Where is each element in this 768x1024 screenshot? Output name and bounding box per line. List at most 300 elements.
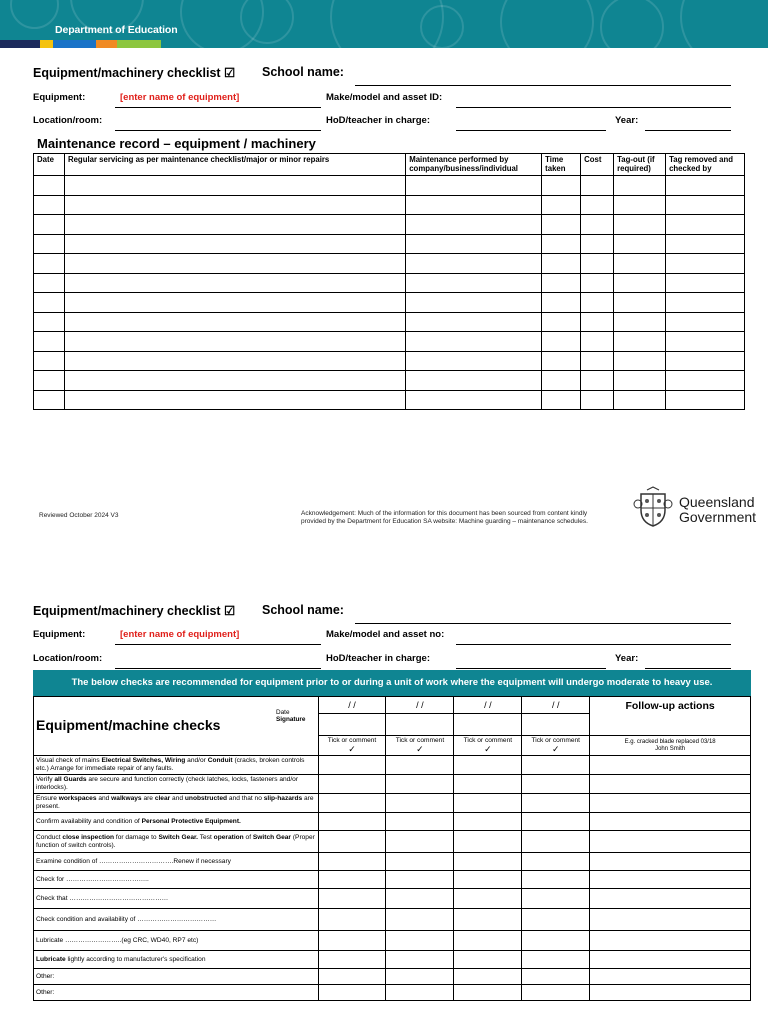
check-text: Electrical Switches, Wiring <box>101 757 186 764</box>
check-text: of <box>243 833 253 841</box>
check-row <box>34 775 751 794</box>
maintenance-cell[interactable] <box>581 215 614 235</box>
maintenance-row <box>34 273 745 293</box>
maintenance-cell[interactable] <box>406 351 542 371</box>
maintenance-cell[interactable] <box>64 312 405 332</box>
tick-cell[interactable] <box>522 756 590 775</box>
check-row <box>34 985 751 1001</box>
check-text: Conduit <box>207 757 233 764</box>
check-row <box>34 831 751 853</box>
check-row <box>34 794 751 813</box>
maintenance-row <box>34 351 745 371</box>
follow-up-cell[interactable] <box>590 931 751 951</box>
maintenance-cell[interactable] <box>581 234 614 254</box>
maintenance-cell[interactable] <box>666 351 745 371</box>
maintenance-cell[interactable] <box>64 351 405 371</box>
hod-label: HoD/teacher in charge: <box>326 115 430 126</box>
check-text: Other: <box>36 988 55 996</box>
maintenance-cell[interactable] <box>614 351 666 371</box>
follow-up-cell[interactable] <box>590 951 751 969</box>
checks-table <box>33 696 751 1001</box>
acknowledgement-line-1: Acknowledgement: Much of the information for this document has been sourced from content kindly <box>301 510 588 517</box>
maintenance-table <box>33 153 745 410</box>
tick-mark-icon: ✓ <box>348 744 356 754</box>
maintenance-cell[interactable] <box>542 254 581 274</box>
check-row <box>34 951 751 969</box>
maintenance-cell[interactable] <box>34 312 65 332</box>
maintenance-cell[interactable] <box>34 390 65 410</box>
maintenance-cell[interactable] <box>64 234 405 254</box>
follow-up-cell[interactable] <box>590 756 751 775</box>
follow-up-cell[interactable] <box>590 813 751 831</box>
tick-cell[interactable] <box>522 775 590 794</box>
maintenance-cell[interactable] <box>34 293 65 313</box>
check-text: and/or <box>185 757 208 764</box>
check-row <box>34 813 751 831</box>
checklist-title-2: Equipment/machinery checklist ☑ <box>33 604 236 618</box>
check-text: Ensure <box>36 795 59 802</box>
maintenance-cell[interactable] <box>64 273 405 293</box>
check-text: Switch Gear <box>252 833 292 841</box>
tick-cell[interactable] <box>522 985 590 1001</box>
maintenance-cell[interactable] <box>64 254 405 274</box>
maintenance-cell[interactable] <box>406 293 542 313</box>
check-text: (cracks, broken controls etc.) Arrange for immediate repair of any faults. <box>36 757 305 772</box>
maintenance-cell[interactable] <box>614 312 666 332</box>
maintenance-row <box>34 332 745 352</box>
follow-up-cell[interactable] <box>590 831 751 853</box>
follow-up-example <box>590 736 751 756</box>
maintenance-cell[interactable] <box>614 390 666 410</box>
maintenance-cell[interactable] <box>542 215 581 235</box>
check-description <box>34 813 319 831</box>
check-description <box>34 831 319 853</box>
maintenance-header-row <box>34 154 745 176</box>
check-text: Examine condition of …………………………….Renew if necessary <box>36 857 231 865</box>
follow-up-example-2: John Smith <box>655 745 686 752</box>
acknowledgement-line-2: provided by the Department for Education SA website: Machine guarding – maintenance schedules. <box>301 518 588 525</box>
location-field[interactable] <box>115 130 321 131</box>
tick-cell[interactable] <box>386 889 454 909</box>
tick-label: Tick or comment <box>395 737 445 744</box>
make-model-field[interactable] <box>456 107 731 108</box>
maintenance-cell[interactable] <box>34 273 65 293</box>
maintenance-cell[interactable] <box>666 293 745 313</box>
tick-cell[interactable] <box>386 775 454 794</box>
follow-up-cell[interactable] <box>590 871 751 889</box>
logo-line-1: Queensland <box>679 494 755 510</box>
follow-up-cell[interactable] <box>590 969 751 985</box>
maintenance-cell[interactable] <box>64 390 405 410</box>
check-description <box>34 985 319 1001</box>
tick-cell[interactable] <box>522 813 590 831</box>
maintenance-row <box>34 195 745 215</box>
maintenance-cell[interactable] <box>406 176 542 196</box>
check-description <box>34 889 319 909</box>
maintenance-cell[interactable] <box>614 215 666 235</box>
equipment-line-2 <box>115 644 321 645</box>
tick-cell[interactable] <box>318 985 386 1001</box>
signature-cell-4[interactable] <box>522 714 590 736</box>
col-date: Date <box>34 154 65 176</box>
tick-cell[interactable] <box>522 794 590 813</box>
check-text: Check for ……………………………….. <box>36 875 149 883</box>
maintenance-cell[interactable] <box>666 332 745 352</box>
maintenance-cell[interactable] <box>34 195 65 215</box>
tick-cell[interactable] <box>454 909 522 931</box>
maintenance-row <box>34 390 745 410</box>
hod-field[interactable] <box>456 130 606 131</box>
maintenance-cell[interactable] <box>34 176 65 196</box>
tick-cell[interactable] <box>386 794 454 813</box>
tick-cell[interactable] <box>386 951 454 969</box>
maintenance-cell[interactable] <box>34 332 65 352</box>
make-model-label-2: Make/model and asset no: <box>326 629 445 640</box>
follow-up-cell[interactable] <box>590 794 751 813</box>
maintenance-cell[interactable] <box>64 332 405 352</box>
maintenance-cell[interactable] <box>581 273 614 293</box>
maintenance-cell[interactable] <box>64 195 405 215</box>
school-name-field[interactable] <box>355 85 731 86</box>
check-text: close inspection <box>62 833 115 841</box>
maintenance-cell[interactable] <box>542 195 581 215</box>
tick-cell[interactable] <box>522 931 590 951</box>
tick-cell[interactable] <box>454 775 522 794</box>
maintenance-cell[interactable] <box>406 215 542 235</box>
tick-cell[interactable] <box>318 889 386 909</box>
check-text: lightly according to manufacturer's specification <box>65 955 206 963</box>
tick-header-4 <box>522 736 590 756</box>
check-description <box>34 794 319 813</box>
maintenance-cell[interactable] <box>666 234 745 254</box>
check-row <box>34 889 751 909</box>
tick-cell[interactable] <box>318 775 386 794</box>
maintenance-cell[interactable] <box>666 195 745 215</box>
maintenance-cell[interactable] <box>542 312 581 332</box>
maintenance-cell[interactable] <box>406 254 542 274</box>
tick-cell[interactable] <box>386 871 454 889</box>
maintenance-cell[interactable] <box>64 176 405 196</box>
maintenance-cell[interactable] <box>614 195 666 215</box>
location-field-2[interactable] <box>115 668 321 669</box>
tick-header-2 <box>386 736 454 756</box>
signature-cell-2[interactable] <box>386 714 454 736</box>
tick-cell[interactable] <box>454 985 522 1001</box>
check-text: and <box>170 795 185 802</box>
follow-up-cell[interactable] <box>590 775 751 794</box>
year-label-2: Year: <box>615 653 639 664</box>
tick-label: Tick or comment <box>327 737 377 744</box>
tick-cell[interactable] <box>386 831 454 853</box>
tick-cell[interactable] <box>522 969 590 985</box>
tick-cell[interactable] <box>318 931 386 951</box>
maintenance-cell[interactable] <box>406 312 542 332</box>
tick-cell[interactable] <box>522 831 590 853</box>
tick-cell[interactable] <box>386 813 454 831</box>
maintenance-cell[interactable] <box>666 176 745 196</box>
signature-cell-3[interactable] <box>454 714 522 736</box>
maintenance-cell[interactable] <box>542 234 581 254</box>
check-description <box>34 931 319 951</box>
tick-cell[interactable] <box>386 931 454 951</box>
tick-cell[interactable] <box>454 951 522 969</box>
maintenance-row <box>34 215 745 235</box>
signature-label: Signature <box>276 716 306 723</box>
check-text: (Proper function of switch controls). <box>36 833 315 849</box>
tick-mark-icon: ✓ <box>416 744 424 754</box>
tick-cell[interactable] <box>454 794 522 813</box>
equipment-name-field[interactable]: [enter name of equipment] <box>120 92 240 103</box>
checks-title-cell <box>34 697 319 756</box>
maintenance-cell[interactable] <box>581 390 614 410</box>
maintenance-cell[interactable] <box>666 215 745 235</box>
color-strip-5 <box>117 40 161 48</box>
check-text: Confirm availability and condition of <box>36 817 142 825</box>
signature-cell-1[interactable] <box>318 714 386 736</box>
tick-cell[interactable] <box>454 813 522 831</box>
maintenance-cell[interactable] <box>34 234 65 254</box>
follow-up-cell[interactable] <box>590 889 751 909</box>
queensland-crest-icon <box>633 486 673 528</box>
maintenance-cell[interactable] <box>406 371 542 391</box>
tick-cell[interactable] <box>318 909 386 931</box>
maintenance-cell[interactable] <box>581 293 614 313</box>
maintenance-cell[interactable] <box>542 390 581 410</box>
tick-cell[interactable] <box>386 853 454 871</box>
date-cell-2[interactable]: / / <box>386 697 454 714</box>
tick-label: Tick or comment <box>531 737 580 744</box>
maintenance-cell[interactable] <box>64 215 405 235</box>
maintenance-cell[interactable] <box>34 254 65 274</box>
school-name-label-2: School name: <box>262 603 344 617</box>
check-text: operation <box>213 833 244 841</box>
checklist-title: Equipment/machinery checklist ☑ <box>33 66 236 80</box>
recommendation-banner: The below checks are recommended for equipment prior to or during a unit of work where the equipment will undergo moderate to heavy use. <box>33 670 751 696</box>
check-row <box>34 931 751 951</box>
tick-cell[interactable] <box>454 871 522 889</box>
equipment-label-2: Equipment: <box>33 629 86 640</box>
check-text: unobstructed <box>184 795 228 802</box>
equipment-line <box>115 107 321 108</box>
tick-cell[interactable] <box>522 853 590 871</box>
check-text: Test <box>198 833 214 841</box>
checks-date-row <box>34 697 751 714</box>
maintenance-cell[interactable] <box>406 390 542 410</box>
check-row <box>34 969 751 985</box>
check-row <box>34 853 751 871</box>
check-text: are secure and function correctly (check latches, locks, fasteners and/or interlocks). <box>36 776 299 791</box>
checks-title: Equipment/machine checks <box>36 717 221 733</box>
maintenance-title: Maintenance record – equipment / machinery <box>37 136 316 151</box>
maintenance-cell[interactable] <box>614 234 666 254</box>
maintenance-row <box>34 176 745 196</box>
maintenance-cell[interactable] <box>614 371 666 391</box>
tick-mark-icon: ✓ <box>484 744 492 754</box>
maintenance-cell[interactable] <box>614 332 666 352</box>
tick-cell[interactable] <box>318 756 386 775</box>
logo-line-2: Government <box>679 509 757 525</box>
maintenance-cell[interactable] <box>406 273 542 293</box>
maintenance-cell[interactable] <box>542 293 581 313</box>
check-row <box>34 871 751 889</box>
location-label-2: Location/room: <box>33 653 103 664</box>
maintenance-cell[interactable] <box>64 371 405 391</box>
maintenance-cell[interactable] <box>666 273 745 293</box>
col-time-taken: Time taken <box>542 154 581 176</box>
tick-header-1 <box>318 736 386 756</box>
date-cell-4[interactable]: / / <box>522 697 590 714</box>
tick-cell[interactable] <box>318 831 386 853</box>
make-model-field-2[interactable] <box>456 644 731 645</box>
maintenance-cell[interactable] <box>34 351 65 371</box>
maintenance-cell[interactable] <box>542 273 581 293</box>
maintenance-row <box>34 312 745 332</box>
check-text: Verify <box>36 776 55 783</box>
tick-cell[interactable] <box>454 831 522 853</box>
check-text: workspaces <box>58 795 97 802</box>
tick-header-3 <box>454 736 522 756</box>
check-description <box>34 871 319 889</box>
maintenance-cell[interactable] <box>666 390 745 410</box>
tick-cell[interactable] <box>454 853 522 871</box>
maintenance-cell[interactable] <box>666 312 745 332</box>
tick-cell[interactable] <box>522 951 590 969</box>
check-text: and that no <box>227 795 264 802</box>
tick-cell[interactable] <box>386 985 454 1001</box>
date-cell-3[interactable]: / / <box>454 697 522 714</box>
check-description <box>34 756 319 775</box>
color-strip-1 <box>0 40 40 48</box>
maintenance-cell[interactable] <box>581 195 614 215</box>
maintenance-row <box>34 293 745 313</box>
year-label: Year: <box>615 115 639 126</box>
school-name-label: School name: <box>262 65 344 79</box>
tick-cell[interactable] <box>386 756 454 775</box>
check-text: Check that ……………………………………… <box>36 894 169 902</box>
col-tag-removed: Tag removed and checked by <box>666 154 745 176</box>
year-field-2[interactable] <box>645 668 731 669</box>
tick-cell[interactable] <box>454 889 522 909</box>
year-field[interactable] <box>645 130 731 131</box>
tick-cell[interactable] <box>454 931 522 951</box>
tick-cell[interactable] <box>454 756 522 775</box>
col-performed-by: Maintenance performed by company/business/individual <box>406 154 542 176</box>
col-tag-out: Tag-out (if required) <box>614 154 666 176</box>
maintenance-cell[interactable] <box>614 273 666 293</box>
check-text: for damage to <box>114 833 159 841</box>
maintenance-row <box>34 371 745 391</box>
follow-up-cell[interactable] <box>590 853 751 871</box>
maintenance-cell[interactable] <box>406 234 542 254</box>
tick-cell[interactable] <box>318 951 386 969</box>
check-text: Check condition and availability of ……………………………… <box>36 915 217 923</box>
check-text: walkways <box>111 795 142 802</box>
tick-cell[interactable] <box>386 969 454 985</box>
check-description <box>34 775 319 794</box>
check-description <box>34 951 319 969</box>
maintenance-cell[interactable] <box>406 332 542 352</box>
follow-up-cell[interactable] <box>590 909 751 931</box>
tick-mark-icon: ✓ <box>551 744 560 754</box>
check-description <box>34 853 319 871</box>
check-row <box>34 909 751 931</box>
check-text: Visual check of mains <box>36 757 102 764</box>
hod-label-2: HoD/teacher in charge: <box>326 653 430 664</box>
tick-cell[interactable] <box>386 909 454 931</box>
maintenance-cell[interactable] <box>581 312 614 332</box>
maintenance-cell[interactable] <box>581 371 614 391</box>
follow-up-example-1: E.g. cracked blade replaced 03/18 <box>624 738 716 745</box>
tick-cell[interactable] <box>522 871 590 889</box>
maintenance-cell[interactable] <box>542 351 581 371</box>
maintenance-cell[interactable] <box>614 176 666 196</box>
maintenance-cell[interactable] <box>666 371 745 391</box>
tick-cell[interactable] <box>522 889 590 909</box>
check-text: Lubricate ……………………..(eg CRC, WD40, RP7 etc) <box>36 936 199 944</box>
maintenance-cell[interactable] <box>406 195 542 215</box>
maintenance-cell[interactable] <box>581 176 614 196</box>
tick-cell[interactable] <box>318 813 386 831</box>
color-strip-3 <box>53 40 96 48</box>
maintenance-row <box>34 254 745 274</box>
maintenance-cell[interactable] <box>581 351 614 371</box>
tick-cell[interactable] <box>318 853 386 871</box>
maintenance-cell[interactable] <box>614 254 666 274</box>
make-model-label: Make/model and asset ID: <box>326 92 443 103</box>
maintenance-cell[interactable] <box>614 293 666 313</box>
check-text: are <box>141 795 155 802</box>
tick-cell[interactable] <box>318 871 386 889</box>
check-text: Personal Protective Equipment. <box>141 817 241 825</box>
equipment-name-field-2[interactable]: [enter name of equipment] <box>120 629 240 640</box>
color-strip-2 <box>40 40 53 48</box>
maintenance-cell[interactable] <box>666 254 745 274</box>
tick-cell[interactable] <box>318 794 386 813</box>
date-label: Date <box>276 709 290 716</box>
check-text: Conduct <box>36 833 63 841</box>
check-text: slip-hazards <box>263 795 303 802</box>
color-strip-4 <box>96 40 117 48</box>
tick-cell[interactable] <box>318 969 386 985</box>
maintenance-row <box>34 234 745 254</box>
col-cost: Cost <box>581 154 614 176</box>
maintenance-cell[interactable] <box>542 332 581 352</box>
maintenance-cell[interactable] <box>581 254 614 274</box>
maintenance-cell[interactable] <box>34 215 65 235</box>
location-label: Location/room: <box>33 115 103 126</box>
check-text: are present. <box>36 795 314 810</box>
maintenance-cell[interactable] <box>64 293 405 313</box>
follow-up-header: Follow-up actions <box>590 697 751 736</box>
hod-field-2[interactable] <box>456 668 606 669</box>
maintenance-cell[interactable] <box>581 332 614 352</box>
check-row <box>34 756 751 775</box>
school-name-field-2[interactable] <box>355 623 731 624</box>
check-text: all Guards <box>54 776 87 783</box>
maintenance-cell[interactable] <box>542 176 581 196</box>
maintenance-cell[interactable] <box>34 371 65 391</box>
maintenance-cell[interactable] <box>542 371 581 391</box>
tick-label: Tick or comment <box>463 737 513 744</box>
tick-cell[interactable] <box>454 969 522 985</box>
date-cell-1[interactable]: / / <box>318 697 386 714</box>
tick-cell[interactable] <box>522 909 590 931</box>
reviewed-text: Reviewed October 2024 V3 <box>39 512 119 519</box>
check-description <box>34 909 319 931</box>
check-text: Lubricate <box>36 955 66 963</box>
follow-up-cell[interactable] <box>590 985 751 1001</box>
check-text: Switch Gear. <box>158 833 199 841</box>
